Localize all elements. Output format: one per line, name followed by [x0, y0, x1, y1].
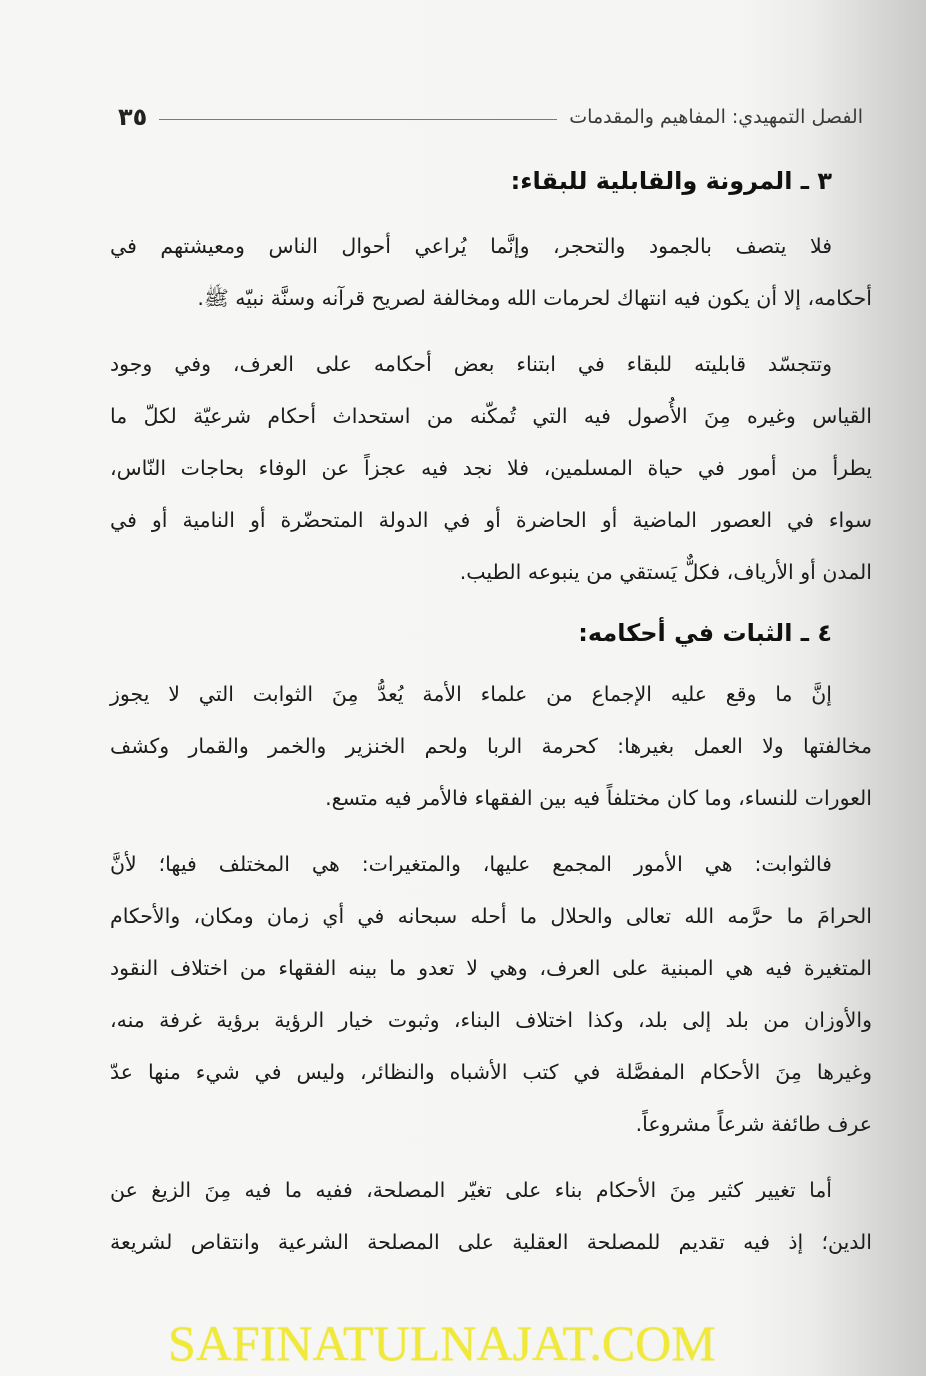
paragraph — [110, 668, 872, 824]
website-watermark: SAFINATULNAJAT.COM — [168, 1315, 716, 1371]
paragraph — [110, 338, 872, 598]
text-line: الحرامَ ما حرَّمه الله تعالى والحلال ما أحله سبحانه في أي زمان ومكان، والأحكام — [110, 904, 872, 928]
text-line: مخالفتها ولا العمل بغيرها: كحرمة الربا ولحم الخنزير والخمر والقمار وكشف — [110, 734, 872, 758]
text-line: والأوزان من بلد إلى بلد، وكذا اختلاف البناء، وثبوت خيار الرؤية برؤية غرفة منه، — [110, 1008, 872, 1032]
text-line: أحكامه، إلا أن يكون فيه انتهاك لحرمات الله ومخالفة لصريح قرآنه وسنَّة نبيّه ﷺ. — [197, 286, 872, 310]
text-line: سواء في العصور الماضية أو الحاضرة أو في الدولة المتحضّرة أو النامية أو في — [110, 508, 872, 532]
text-line: وتتجسّد قابليته للبقاء في ابتناء بعض أحكامه على العرف، وفي وجود — [110, 352, 832, 376]
text-line: العورات للنساء، وما كان مختلفاً فيه بين الفقهاء فالأمر فيه متسع. — [325, 786, 872, 810]
paragraph — [110, 838, 872, 1150]
text-line: عرف طائفة شرعاً مشروعاً. — [635, 1112, 872, 1136]
page-number: ٣٥ — [118, 103, 148, 131]
section-heading-constancy: ٤ ـ الثبات في أحكامه: — [578, 619, 832, 647]
chapter-title: الفصل التمهيدي: المفاهيم والمقدمات — [569, 106, 863, 128]
header-rule — [159, 119, 557, 120]
text-line: إنَّ ما وقع عليه الإجماع من علماء الأمة يُعدُّ مِنَ الثوابت التي لا يجوز — [110, 682, 832, 706]
running-header — [118, 100, 863, 134]
text-line: فلا يتصف بالجمود والتحجر، وإنَّما يُراعي أحوال الناس ومعيشتهم في — [110, 234, 832, 258]
text-line: المتغيرة فيه هي المبنية على العرف، وهي لا تعدو ما بينه الفقهاء من اختلاف النقود — [110, 956, 872, 980]
body-text — [110, 150, 872, 1268]
text-line: فالثوابت: هي الأمور المجمع عليها، والمتغيرات: هي المختلف فيها؛ لأنَّ — [110, 852, 832, 876]
section-heading-flexibility: ٣ ـ المرونة والقابلية للبقاء: — [510, 167, 832, 195]
text-line: وغيرها مِنَ الأحكام المفصَّلة في كتب الأشباه والنظائر، وليس في شيء منها عدّ — [110, 1060, 872, 1084]
paragraph — [110, 1164, 872, 1268]
text-line: القياس وغيره مِنَ الأُصول فيه التي تُمكّنه من استحداث أحكام شرعيّة لكلّ ما — [110, 404, 872, 428]
text-line: الدين؛ إذ فيه تقديم للمصلحة العقلية على المصلحة الشرعية وانتقاص لشريعة — [110, 1230, 872, 1254]
paragraph — [110, 220, 872, 324]
text-line: المدن أو الأرياف، فكلٌّ يَستقي من ينبوعه الطيب. — [459, 560, 872, 584]
text-line: أما تغيير كثير مِنَ الأحكام بناء على تغيّر المصلحة، ففيه ما فيه مِنَ الزيغ عن — [110, 1178, 832, 1202]
text-line: يطرأ من أمور في حياة المسلمين، فلا نجد فيه عجزاً عن الوفاء بحاجات النّاس، — [110, 456, 872, 480]
